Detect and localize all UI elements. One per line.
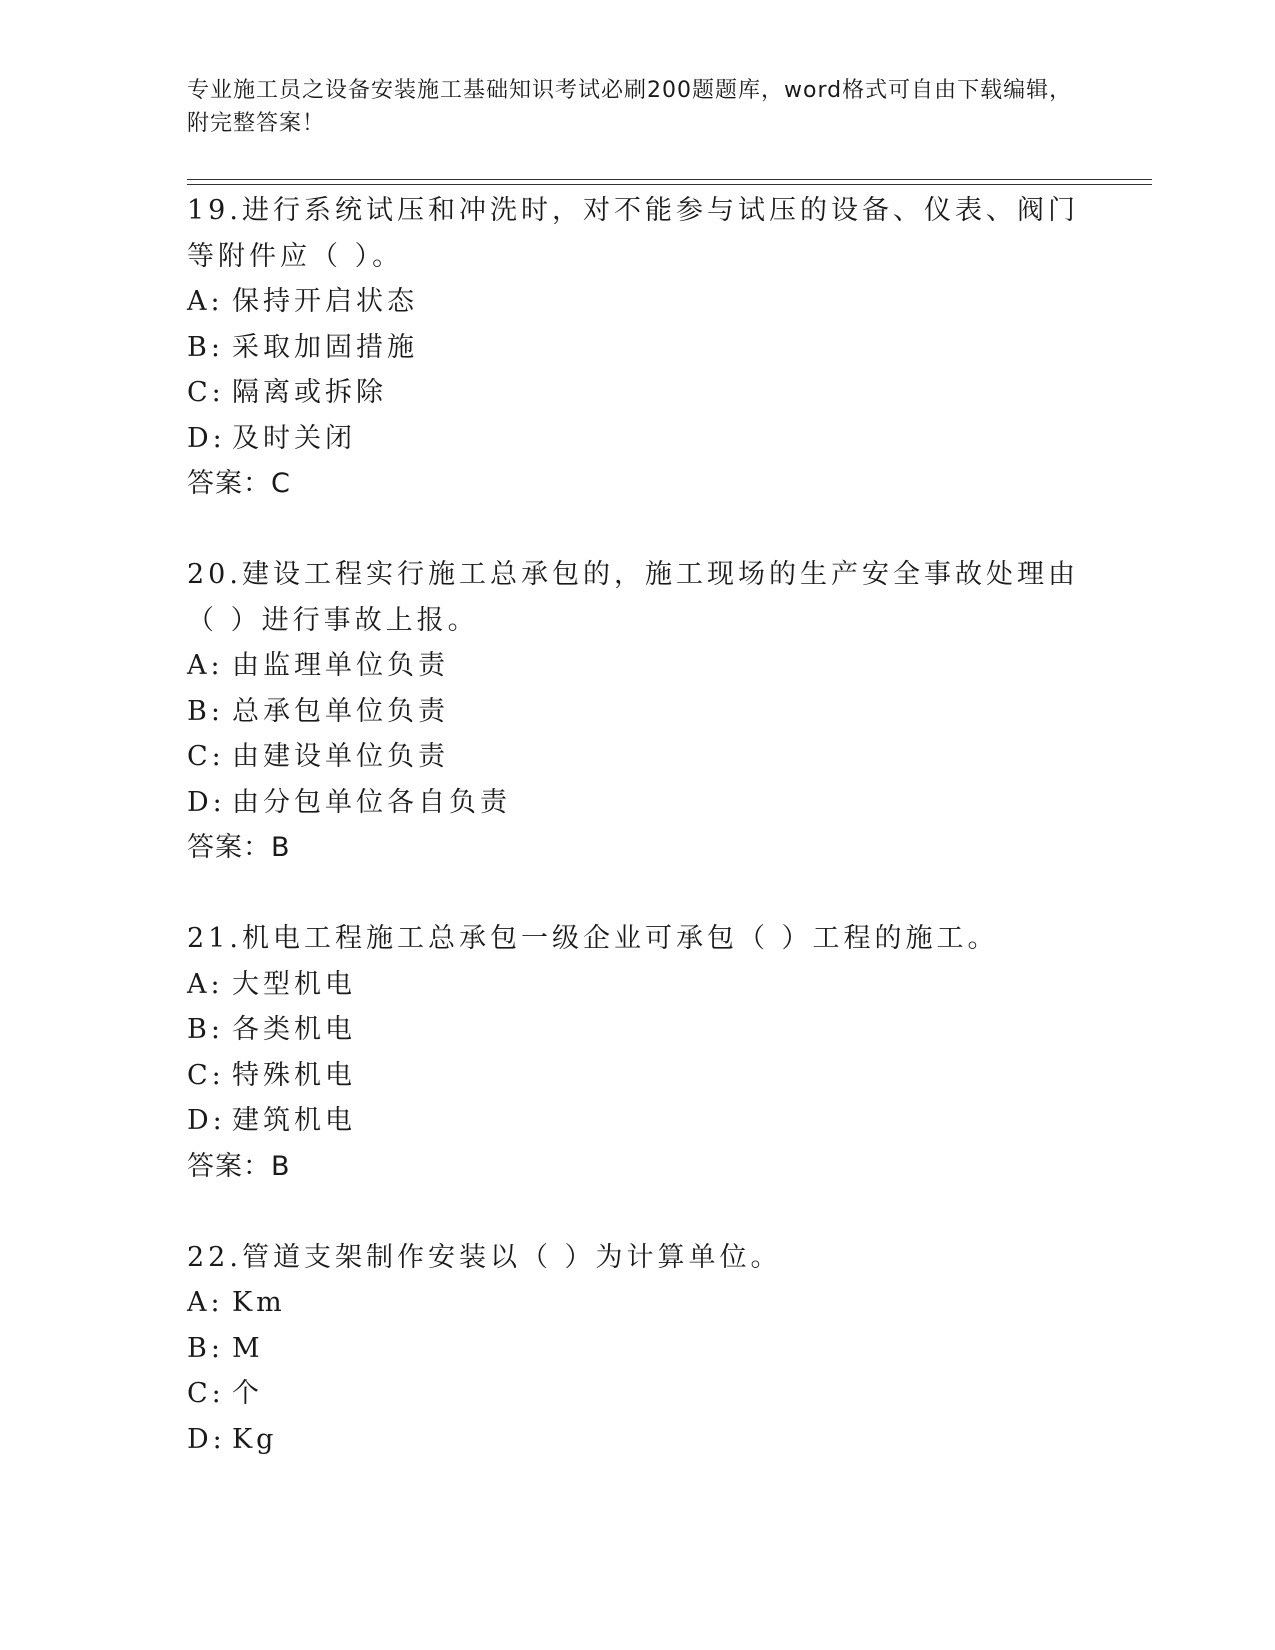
- option-text: 特殊机电: [232, 1059, 356, 1091]
- option-text: 由监理单位负责: [232, 650, 449, 681]
- option-text: 由建设单位负责: [232, 741, 449, 772]
- option-letter: D:: [187, 786, 226, 818]
- option-text: 总承包单位负责: [232, 695, 449, 727]
- option-text: 各类机电: [232, 1014, 356, 1045]
- option-letter: A:: [187, 286, 224, 317]
- question-stem: 21.机电工程施工总承包一级企业可承包（ ）工程的施工。: [187, 923, 999, 954]
- header-divider-top: [187, 179, 1152, 180]
- option-text: 采取加固措施: [232, 331, 418, 363]
- option-a: [187, 643, 1087, 689]
- option-text: 及时关闭: [232, 422, 356, 454]
- option-text: 隔离或拆除: [232, 377, 387, 408]
- question-stem: 19.进行系统试压和冲洗时，对不能参与试压的设备、仪表、阀门等附件应（ ）。: [187, 195, 1079, 272]
- question-20: [187, 552, 1087, 871]
- option-letter: B:: [187, 1014, 224, 1045]
- option-text: 个: [232, 1378, 263, 1409]
- question-stem: 22.管道支架制作安装以（ ）为计算单位。: [187, 1241, 782, 1273]
- option-letter: B:: [187, 695, 224, 727]
- option-c: [187, 1371, 1087, 1417]
- question-list: [187, 188, 1087, 1507]
- option-b: [187, 689, 1087, 735]
- option-b: [187, 1326, 1087, 1372]
- option-letter: A:: [187, 1287, 224, 1318]
- option-b: [187, 1007, 1087, 1053]
- question-stem: 20.建设工程实行施工总承包的，施工现场的生产安全事故处理由（ ）进行事故上报。: [187, 559, 1079, 636]
- option-letter: C:: [187, 377, 225, 408]
- option-d: [187, 416, 1087, 462]
- option-d: [187, 1098, 1087, 1144]
- option-text: Kg: [232, 1423, 278, 1455]
- option-letter: C:: [187, 1059, 225, 1091]
- option-text: 建筑机电: [232, 1105, 356, 1136]
- answer-line: 答案：B: [187, 832, 291, 863]
- option-d: [187, 780, 1087, 826]
- option-a: [187, 962, 1087, 1008]
- option-text: Km: [232, 1287, 286, 1318]
- option-letter: A:: [187, 650, 224, 681]
- option-text: 由分包单位各自负责: [232, 786, 511, 818]
- header-title: 专业施工员之设备安装施工基础知识考试必刷200题题库，word格式可自由下载编辑，附完整答案！: [187, 78, 1073, 136]
- answer-line: 答案：C: [187, 468, 291, 499]
- option-b: [187, 325, 1087, 371]
- question-19: [187, 188, 1087, 507]
- option-letter: C:: [187, 741, 225, 772]
- option-letter: D:: [187, 422, 226, 454]
- header-divider-bottom: [187, 184, 1152, 185]
- option-text: 大型机电: [232, 968, 356, 1000]
- option-letter: B:: [187, 331, 224, 363]
- answer-line: 答案：B: [187, 1150, 291, 1182]
- option-c: [187, 370, 1087, 416]
- option-text: 保持开启状态: [232, 286, 418, 317]
- option-letter: D:: [187, 1423, 226, 1455]
- option-a: [187, 1280, 1087, 1326]
- option-letter: D:: [187, 1105, 226, 1136]
- option-c: [187, 1053, 1087, 1099]
- option-c: [187, 734, 1087, 780]
- document-header: [187, 74, 1087, 140]
- question-22: [187, 1235, 1087, 1463]
- option-text: M: [232, 1332, 264, 1364]
- option-letter: C:: [187, 1378, 225, 1409]
- option-letter: B:: [187, 1332, 224, 1364]
- option-letter: A:: [187, 968, 224, 1000]
- option-a: [187, 279, 1087, 325]
- option-d: [187, 1417, 1087, 1463]
- question-21: [187, 916, 1087, 1190]
